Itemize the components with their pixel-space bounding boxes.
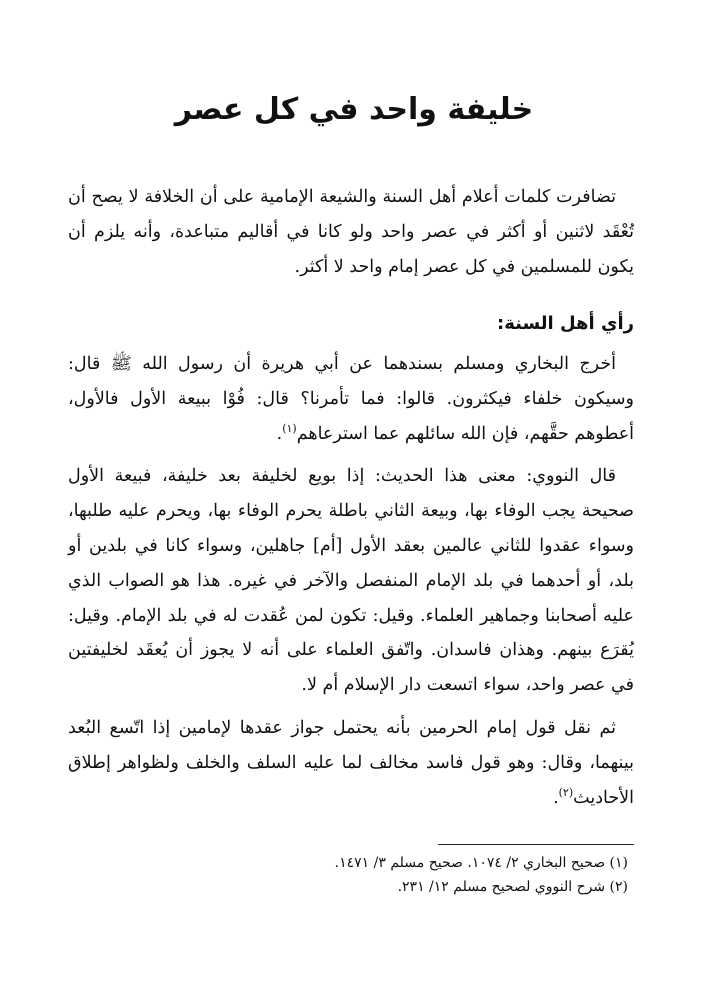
footnote-2: (٢) شرح النووي لصحيح مسلم ١٢/ ٢٣١. xyxy=(397,879,628,895)
paragraph-haramayn xyxy=(68,711,634,815)
paragraph-haramayn-end: . xyxy=(553,787,559,808)
footnote-divider xyxy=(438,844,634,845)
footnote-1: (١) صحيح البخاري ٢/ ١٠٧٤. صحيح مسلم ٣/ ١٤٧١. xyxy=(334,855,628,871)
paragraph-nawawi: قال النووي: معنى هذا الحديث: إذا بويع لخليفة بعد خليفة، فبيعة الأول صحيحة يجب الوفاء بها، وبيعة الثاني باطلة يحرم الوفاء بها، ويحرم عليه طلبها، وسواء عقدوا للثاني عالمين بعقد الأول [أم] جاهلين، وسواء كانا في بلدين أو بلد، أو أحدهما في بلد الإمام المنفصل والآخر في غيره. هذا هو الصواب الذي عليه أصحابنا وجماهير العلماء. وقيل: تكون لمن عُقدت له في بلد الإمام. وقيل: يُقرَع بينهم. وهذان فاسدان. واتّفق العلماء على أنه لا يجوز أن يُعقَد لخليفتين في عصر واحد، سواء اتسعت دار الإسلام أم لا. xyxy=(68,466,634,696)
intro-paragraph xyxy=(68,180,634,284)
footnote-ref-2: (٢) xyxy=(558,785,574,799)
footnotes xyxy=(68,851,634,899)
paragraph-hadith xyxy=(68,347,634,451)
section-body xyxy=(68,347,634,815)
intro-text: تضافرت كلمات أعلام أهل السنة والشيعة الإمامية على أن الخلافة لا يصح أن تُعْقَد لاثنين أو أكثر في عصر واحد ولو كانا في أقاليم متباعدة، وأنه يلزم أن يكون للمسلمين في كل عصر إمام واحد لا أكثر. xyxy=(68,187,634,277)
paragraph-hadith-end: . xyxy=(276,423,283,444)
paragraph-hadith-text: أخرج البخاري ومسلم بسندهما عن أبي هريرة أن رسول الله ﷺ قال: وسيكون خلفاء فيكثرون. قالوا: فما تأمرنا؟ قال: فُوْا ببيعة الأول فالأول، أعطوهم حقَّهم، فإن الله سائلهم عما استرعاهم xyxy=(68,354,634,444)
section-heading: رأي أهل السنة: xyxy=(497,313,634,334)
footnote-ref-1: (١) xyxy=(282,421,297,435)
paragraph-haramayn-text: ثم نقل قول إمام الحرمين بأنه يحتمل جواز عقدها لإمامين إذا اتّسع البُعد بينهما، وقال: وهو قول فاسد مخالف لما عليه السلف والخلف ولظواهر إطلاق الأحاديث xyxy=(68,717,634,808)
page-title: خليفة واحد في كل عصر xyxy=(174,92,534,127)
